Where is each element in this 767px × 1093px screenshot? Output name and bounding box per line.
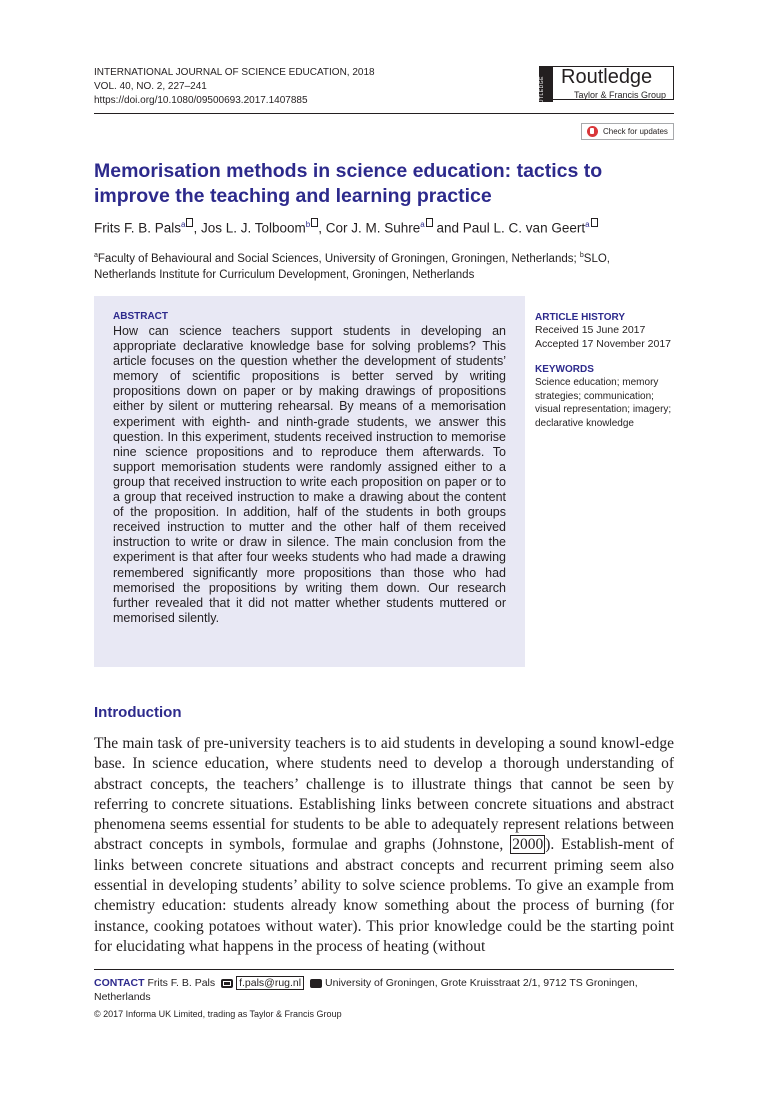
keywords-heading: KEYWORDS [535,364,594,375]
affiliation-marker[interactable]: a [585,220,590,229]
contact-label: CONTACT [94,977,145,989]
check-for-updates-button[interactable] [581,123,674,140]
citation-link[interactable]: 2000 [512,836,544,854]
author-name[interactable]: Frits F. B. Pals [94,220,182,236]
introduction-text: The main task of pre-university teachers is to aid students in developing a sound knowl-edge base. In science education, where students need to develop a thorough understanding of abstract concepts, the teachers’ challenge is to illustrate things that cannot be seen by referring to concrete situations. Establishing links between concrete situations and abstract phenomena seems essential for students to be able to adequately represent relations between abstract concepts in symbols, formulae and graphs (Johnstone, 2000 ). Establish-ment of links between concrete situations and abstract concepts and recurrent priming seem also essential in developing students’ ability to solve science problems. To give an example from chemistry education: students already know something about the process of burning (for instance, cooking potatoes without water). This prior knowledge could be the starting point for elucidating what happens in the process of heating (without [94,735,675,955]
journal-volume: VOL. 40, NO. 2, 227–241 [94,81,207,92]
introduction-heading: Introduction [94,704,182,721]
journal-info [94,66,375,108]
accepted-date: Accepted 17 November 2017 [535,337,672,350]
author-name[interactable]: Jos L. J. Tolboom [200,220,306,236]
check-for-updates-label: Check for updates [603,127,668,136]
publisher-name: Routledge [561,66,653,88]
article-title: Memorisation methods in science education: tactics to improve the teaching and learning practice [94,160,603,207]
author-name[interactable]: Cor J. M. Suhre [325,220,421,236]
author-list: Frits F. B. Pals$^a$ , Jos L. J. Tolboom$^b$ , Cor J. M. Suhre$^a$ and Paul L. C. van Geert$^a$ [94,216,598,238]
publisher-logo [539,66,674,112]
contact-name: Frits F. B. Pals [147,977,216,989]
contact-info [94,976,674,1004]
affiliations: $^a$Faculty of Behavioural and Social Sciences, University of Groningen, Groningen, Netherlands; $^b$SLO, Netherlands Institute for Curriculum Development, Groningen, Netherlands [94,252,611,281]
orcid-icon[interactable] [426,218,433,227]
keywords-text: Science education; memory strategies; communication; visual representation; imagery; declarative knowledge [535,377,672,429]
footer-rule [94,969,674,970]
affiliation-marker[interactable]: b [305,220,311,229]
address-icon [310,979,322,988]
publisher-spine: ROUTLEDGE [539,66,553,102]
publisher-subtitle: Taylor & Francis Group [574,90,667,100]
email-icon [221,979,233,988]
contact-address: University of Groningen, Grote Kruisstraat 2/1, 9712 TS Groningen, Netherlands [94,977,638,1003]
orcid-icon[interactable] [591,218,598,227]
affiliation-marker[interactable]: a [420,220,425,229]
abstract-heading: ABSTRACT [113,311,168,322]
contact-email-link[interactable]: f.pals@rug.nl [236,976,304,990]
journal-doi[interactable]: https://doi.org/10.1080/09500693.2017.1407885 [94,95,308,106]
abstract-text: How can science teachers support students in developing an appropriate declarative knowledge base for solving problems? This article focuses on the question whether the development of students’ memory of scientific propositions is better served by writing propositions down on paper or by making drawings of propositions either by silent or muttering rehearsal. By means of a memorisation experiment with eighth- and ninth-grade students, we answer this question. In this experiment, students received instruction to memorise nine science propositions and to reproduce them afterwards. To support memorisation students were randomly assigned either to a group that received instruction to write each proposition on paper or to a group that received instruction to make a drawing about the content of the proposition. In addition, half of the students in both groups received instruction to mutter and the other half of them received instruction to write or draw in silence. The main conclusion from the experiment is that after four weeks students who had made a drawing remembered significantly more propositions than those who had memorised the propositions by writing them down. Our research further revealed that it did not matter whether students muttered or memorised silently. [113,324,506,625]
abstract-panel [94,296,525,667]
crossmark-icon [587,126,598,137]
history-heading: ARTICLE HISTORY [535,312,626,323]
header-rule [94,113,674,114]
author-name[interactable]: Paul L. C. van Geert [462,220,586,236]
received-date: Received 15 June 2017 [535,324,646,336]
affiliation-marker[interactable]: a [181,220,186,229]
journal-name: INTERNATIONAL JOURNAL OF SCIENCE EDUCATION, 2018 [94,67,375,78]
copyright-notice: © 2017 Informa UK Limited, trading as Taylor & Francis Group [94,1009,342,1019]
article-sidebar [535,312,675,430]
